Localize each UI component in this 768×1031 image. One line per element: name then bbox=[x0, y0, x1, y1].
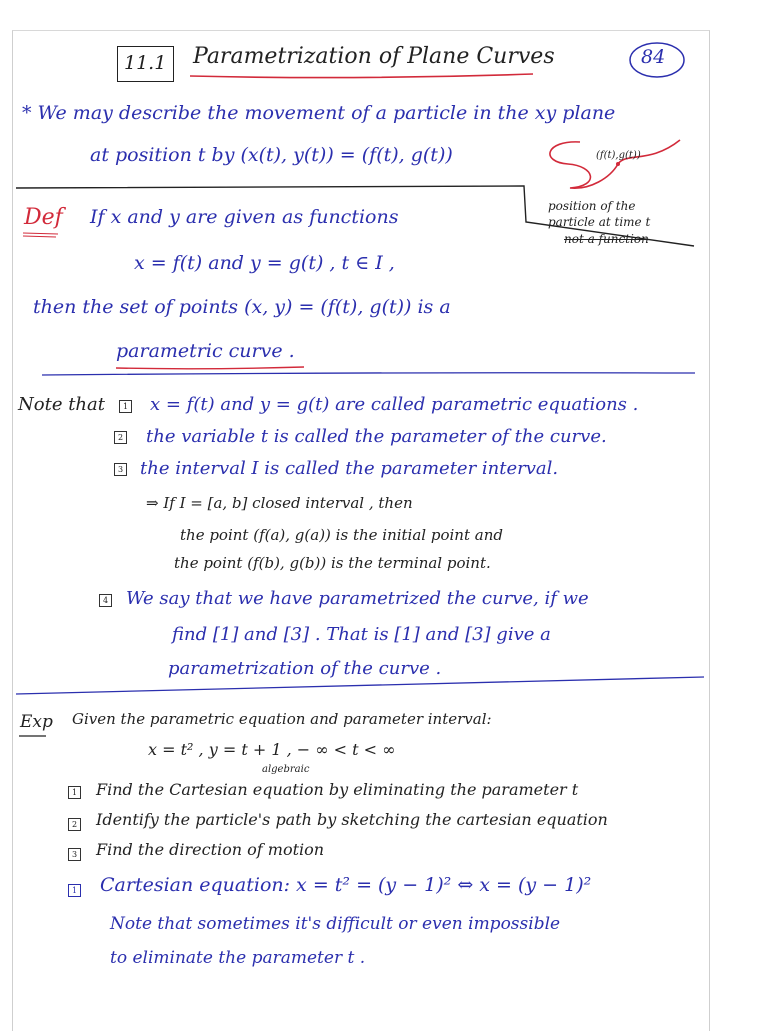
example-equations: x = t² , y = t + 1 , − ∞ < t < ∞ bbox=[148, 740, 396, 759]
intro-line-2: at position t by (x(t), y(t)) = (f(t), g(t)) bbox=[90, 144, 453, 166]
definition-line-3: then the set of points (x, y) = (f(t), g(t)) is a bbox=[33, 296, 451, 318]
answer-1: Cartesian equation: x = t² = (y − 1)² ⇔ x = (y − 1)² bbox=[100, 874, 592, 896]
answer-marker-1: 1 bbox=[68, 884, 81, 897]
definition-line-2: x = f(t) and y = g(t) , t ∈ I , bbox=[134, 252, 395, 274]
question-marker-3: 3 bbox=[68, 848, 81, 861]
sketch-note-1: position of the bbox=[548, 199, 636, 213]
sketch-note-2: particle at time t bbox=[548, 215, 651, 229]
example-line-1: Given the parametric equation and parameter interval: bbox=[72, 710, 492, 728]
note-marker-4: 4 bbox=[99, 594, 112, 607]
definition-line-4: parametric curve . bbox=[116, 340, 295, 362]
page-title: Parametrization of Plane Curves bbox=[193, 44, 555, 69]
answer-1-note-2: to eliminate the parameter t . bbox=[110, 948, 366, 968]
example-label: Exp bbox=[20, 712, 53, 732]
page-number: 84 bbox=[641, 46, 666, 68]
sketch-point-label: (f(t),g(t)) bbox=[596, 150, 641, 161]
notes-separator bbox=[14, 674, 709, 698]
definition-line-1: If x and y are given as functions bbox=[90, 206, 399, 228]
note-item-4b: find [1] and [3] . That is [1] and [3] give a bbox=[172, 624, 551, 645]
section-number: 11.1 bbox=[124, 52, 167, 74]
question-3: Find the direction of motion bbox=[96, 840, 325, 859]
note-item-3a: ⇒ If I = [a, b] closed interval , then bbox=[146, 494, 413, 512]
note-marker-3: 3 bbox=[114, 463, 127, 476]
definition-label: Def bbox=[24, 205, 63, 230]
question-marker-1: 1 bbox=[68, 786, 81, 799]
note-item-1: x = f(t) and y = g(t) are called parametric equations . bbox=[150, 394, 639, 415]
definition-label-underline bbox=[22, 230, 62, 238]
intro-line-1: * We may describe the movement of a particle in the xy plane bbox=[22, 102, 616, 124]
example-label-underline bbox=[18, 733, 50, 739]
note-marker-1: 1 bbox=[119, 400, 132, 413]
sketch-note-3: not a function bbox=[564, 232, 649, 246]
note-item-4c: parametrization of the curve . bbox=[168, 658, 442, 679]
title-underline bbox=[188, 70, 538, 82]
note-item-3c: the point (f(b), g(b)) is the terminal point. bbox=[174, 554, 491, 572]
note-item-4a: We say that we have parametrized the curve, if we bbox=[126, 588, 589, 609]
note-item-3b: the point (f(a), g(a)) is the initial point and bbox=[180, 526, 503, 544]
notes-lead: Note that bbox=[18, 394, 105, 415]
question-1: Find the Cartesian equation by eliminating the parameter t bbox=[96, 780, 579, 799]
note-item-2: the variable t is called the parameter of the curve. bbox=[146, 426, 607, 447]
answer-1-note-1: Note that sometimes it's difficult or even impossible bbox=[110, 914, 561, 934]
note-marker-2: 2 bbox=[114, 431, 127, 444]
note-item-3: the interval I is called the parameter interval. bbox=[140, 458, 559, 479]
question-marker-2: 2 bbox=[68, 818, 81, 831]
question-2: Identify the particle's path by sketching the cartesian equation bbox=[96, 810, 608, 829]
definition-separator bbox=[40, 370, 700, 378]
q1-annotation: algebraic bbox=[262, 764, 310, 775]
